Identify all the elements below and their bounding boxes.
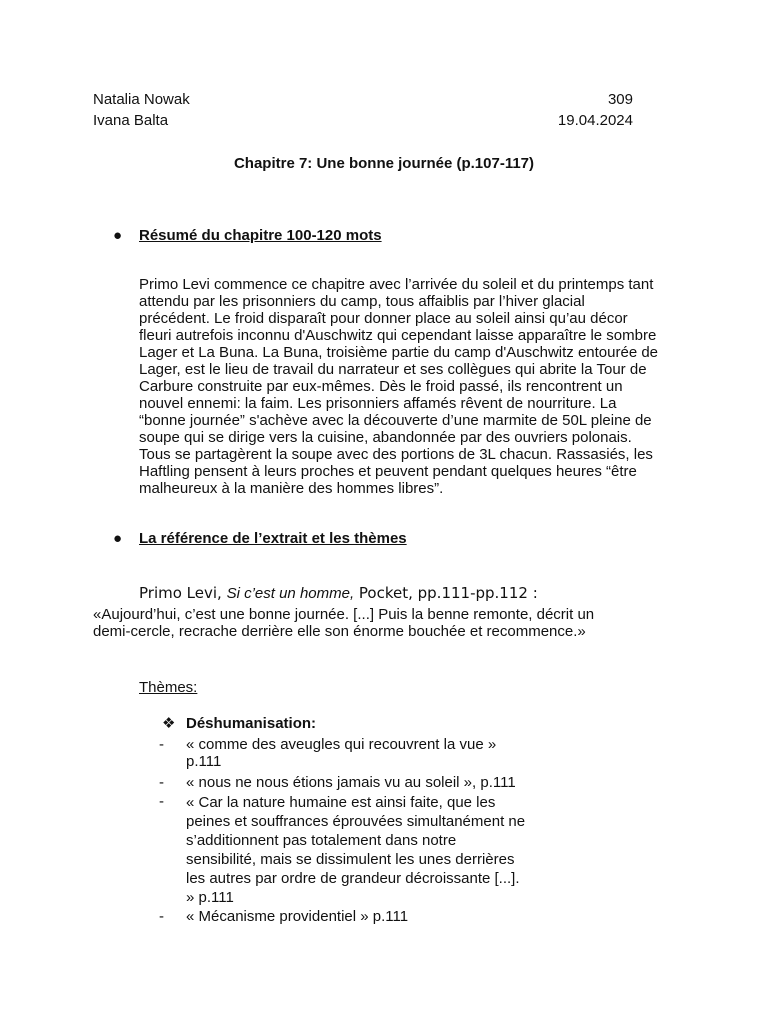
item-line: s’additionnent pas totalement dans notre (186, 832, 457, 849)
diamond-bullet-icon: ❖ (162, 715, 176, 732)
document-title: Chapitre 7: Une bonne journée (p.107-117) (233, 155, 535, 172)
reference-citation (139, 585, 538, 602)
summary-paragraph (139, 276, 679, 497)
reference-heading-text: La référence de l’extrait et les thèmes (139, 530, 407, 547)
theme-item (159, 774, 542, 791)
theme-item (159, 736, 542, 770)
summary-line: fleuri autrefois inconnu d'Auschwitz qui cependant laisse apparaître le sombre (139, 327, 657, 344)
student-number: 309 (607, 91, 633, 108)
theme-name: Déshumanisation: (186, 715, 317, 732)
dash-bullet: - (159, 908, 164, 925)
item-line: « nous ne nous étions jamais vu au soleil », p.111 (186, 774, 516, 791)
extract-quote (93, 606, 653, 640)
item-line: « Car la nature humaine est ainsi faite, que les (186, 794, 496, 811)
bullet-icon: ● (113, 227, 123, 244)
reference-details: Pocket, pp.111-pp.112 : (354, 584, 538, 602)
summary-line: Tous se partagèrent la soupe avec des portions de 3L chacun. Rassasiés, les (139, 446, 653, 463)
header-row-2 (93, 112, 633, 129)
item-line: sensibilité, mais se dissimulent les unes derrières (186, 851, 515, 868)
dash-bullet: - (159, 736, 164, 753)
section-reference-heading (113, 530, 407, 547)
item-line: p.111 (186, 753, 222, 770)
summary-heading-text: Résumé du chapitre 100-120 mots (139, 227, 382, 244)
item-line: peines et souffrances éprouvées simultanément ne (186, 813, 526, 830)
section-summary-heading (113, 227, 382, 244)
reference-author: Primo Levi, (139, 584, 227, 602)
summary-line: Lager et La Buna. La Buna, troisième partie du camp d'Auschwitz entourée de (139, 344, 659, 361)
summary-line: nouvel ennemi: la faim. Les prisonniers affamés rêvent de nourriture. La (139, 395, 617, 412)
dash-bullet: - (159, 793, 164, 810)
dash-bullet: - (159, 774, 164, 791)
summary-line: Primo Levi commence ce chapitre avec l’arrivée du soleil et du printemps tant (139, 276, 654, 293)
summary-line: malheureux à la manière des hommes libres”. (139, 480, 444, 497)
item-line: « comme des aveugles qui recouvrent la vue » (186, 736, 497, 753)
theme-dehumanisation (162, 715, 316, 732)
theme-item (159, 793, 542, 907)
document-date: 19.04.2024 (557, 112, 633, 129)
summary-line: Lager, est le lieu de travail du narrateur et ses collègues qui abrite la Tour de (139, 361, 647, 378)
theme-item (159, 908, 542, 925)
quote-line: demi-cercle, recrache derrière elle son énorme bouchée et recommence.» (93, 623, 586, 640)
author-name-2: Ivana Balta (93, 112, 169, 129)
summary-line: Haftling pensent à leurs proches et peuvent pendant quelques heures “être (139, 463, 637, 480)
item-line: les autres par ordre de grandeur décroissante [...]. (186, 870, 520, 887)
summary-line: soupe qui se dirige vers la cuisine, abandonnée par des ouvriers polonais. (139, 429, 632, 446)
header-row-1 (93, 91, 633, 108)
themes-label: Thèmes: (139, 679, 198, 696)
reference-book-title: Si c’est un homme, (226, 585, 355, 602)
summary-line: Carbure construite par eux-mêmes. Dès le froid passé, ils rencontrent un (139, 378, 623, 395)
bullet-icon: ● (113, 530, 123, 547)
summary-line: “bonne journée” s'achève avec la découverte d’une marmite de 50L pleine de (139, 412, 652, 429)
quote-line: «Aujourd’hui, c’est une bonne journée. [...] Puis la benne remonte, décrit un (93, 606, 595, 623)
item-line: » p.111 (186, 889, 234, 906)
summary-line: attendu par les prisonniers du camp, tous affaiblis par l’hiver glacial (139, 293, 585, 310)
author-name-1: Natalia Nowak (93, 91, 190, 108)
summary-line: précédent. Le froid disparaît pour donner place au soleil ainsi qu’au décor (139, 310, 628, 327)
item-line: « Mécanisme providentiel » p.111 (186, 908, 409, 925)
